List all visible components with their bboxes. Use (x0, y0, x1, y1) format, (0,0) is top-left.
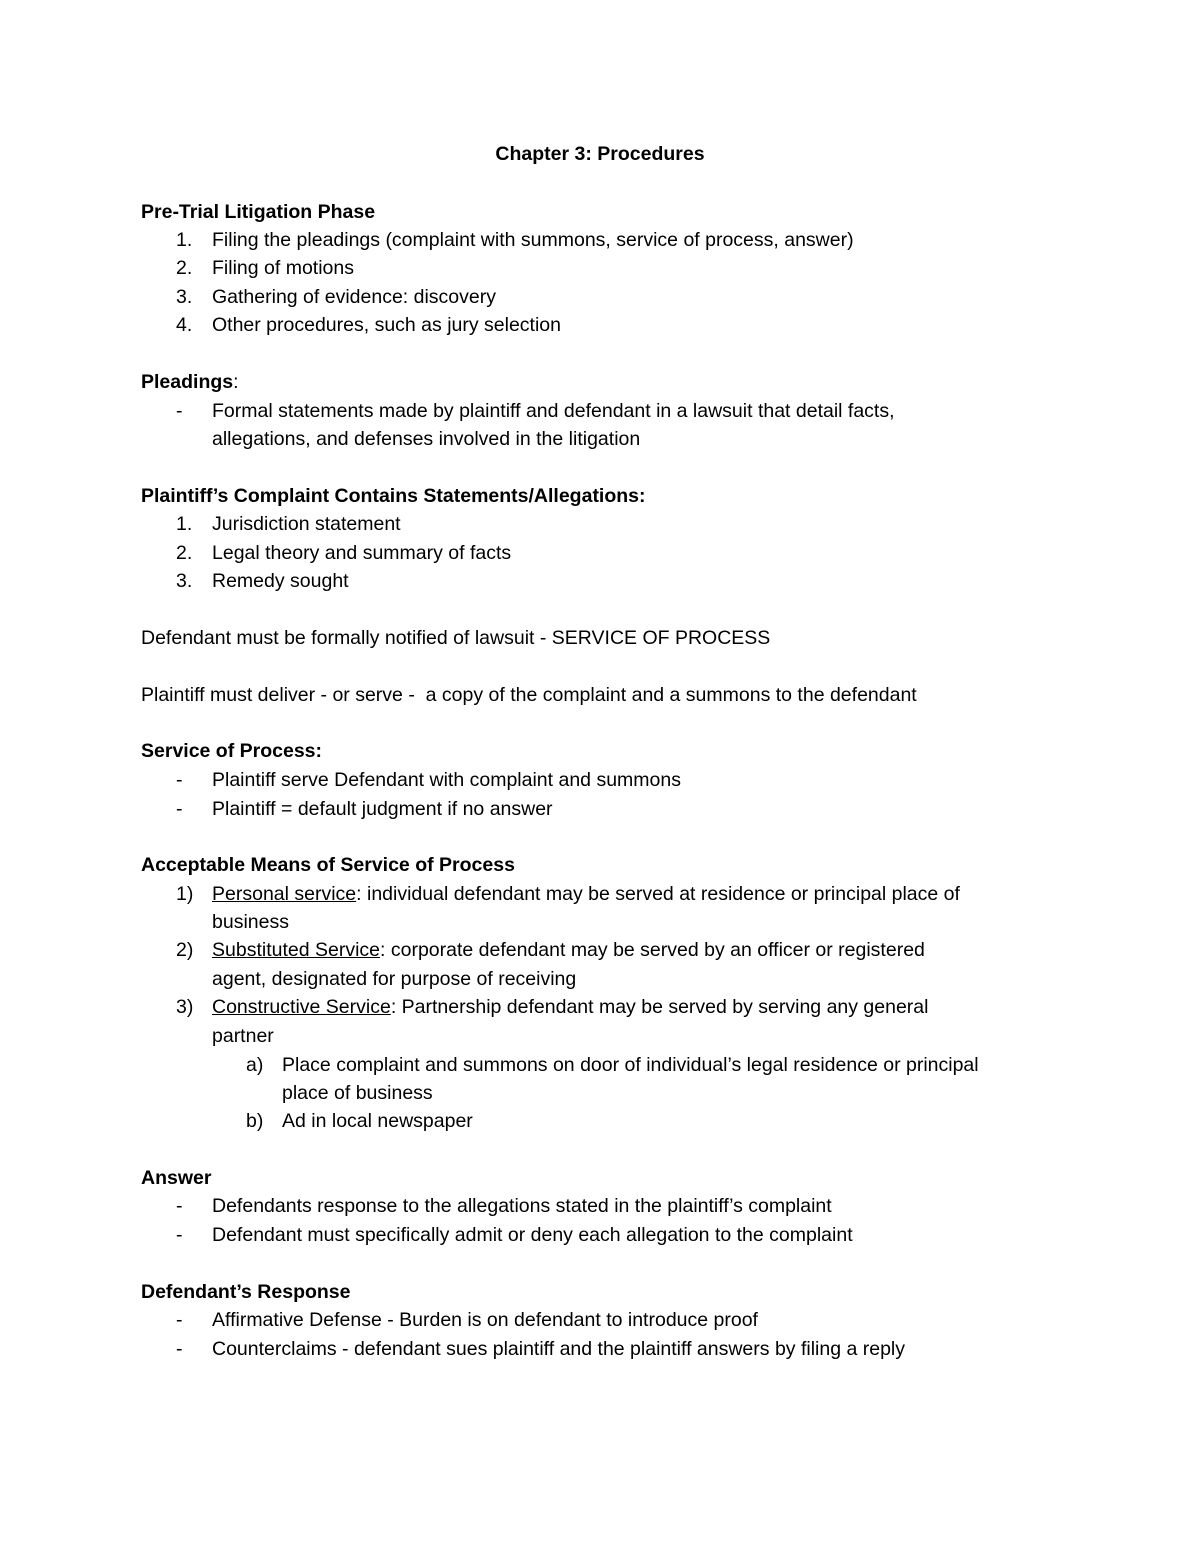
list-marker: 1. (176, 513, 193, 535)
pleadings-colon: : (233, 371, 239, 393)
list-marker: 3. (176, 570, 193, 592)
list-item: Gathering of evidence: discovery (212, 286, 496, 308)
list-item-continuation: allegations, and defenses involved in the litigation (212, 428, 641, 450)
section-heading-pleadings (141, 370, 239, 394)
page-title: Chapter 3: Procedures (495, 143, 705, 165)
list-marker: - (176, 1309, 183, 1331)
sublist-item: Place complaint and summons on door of individual’s legal residence or principal (282, 1054, 979, 1076)
section-heading-complaint: Plaintiff’s Complaint Contains Statements/Allegations: (141, 485, 646, 507)
list-item: Filing the pleadings (complaint with summons, service of process, answer) (212, 229, 854, 251)
list-item: Formal statements made by plaintiff and defendant in a lawsuit that detail facts, (212, 400, 895, 422)
term-underlined: Constructive Service (212, 996, 391, 1018)
list-marker: - (176, 400, 183, 422)
sublist-item-continuation: place of business (282, 1082, 433, 1104)
list-marker: 4. (176, 314, 193, 336)
list-marker: - (176, 1195, 183, 1217)
list-marker: 2. (176, 542, 193, 564)
section-heading-service: Service of Process: (141, 740, 323, 762)
list-item: Legal theory and summary of facts (212, 542, 512, 564)
list-item-continuation: agent, designated for purpose of receiving (212, 968, 577, 990)
list-item: Plaintiff serve Defendant with complaint and summons (212, 769, 681, 791)
paragraph-service-notice: Defendant must be formally notified of lawsuit - SERVICE OF PROCESS (141, 627, 771, 649)
pleadings-label: Pleadings (141, 371, 234, 393)
section-heading-response: Defendant’s Response (141, 1281, 351, 1303)
list-item: Defendant must specifically admit or deny each allegation to the complaint (212, 1224, 853, 1246)
term-description: : individual defendant may be served at residence or principal place of (356, 883, 960, 905)
list-item (212, 938, 925, 962)
list-item-continuation: partner (212, 1025, 274, 1047)
sublist-marker: b) (246, 1110, 264, 1132)
list-marker: - (176, 769, 183, 791)
list-marker: 1. (176, 229, 193, 251)
list-marker: - (176, 798, 183, 820)
list-item: Counterclaims - defendant sues plaintiff and the plaintiff answers by filing a reply (212, 1338, 906, 1360)
section-heading-pretrial: Pre-Trial Litigation Phase (141, 201, 376, 223)
list-item: Defendants response to the allegations stated in the plaintiff’s complaint (212, 1195, 832, 1217)
term-underlined: Personal service (212, 883, 357, 905)
sublist-item: Ad in local newspaper (282, 1110, 473, 1132)
list-marker: 2. (176, 257, 193, 279)
paragraph-plaintiff-deliver: Plaintiff must deliver - or serve - a copy of the complaint and a summons to the defendant (141, 684, 917, 706)
term-underlined: Substituted Service (212, 939, 381, 961)
list-marker: 1) (176, 883, 194, 905)
term-description: : Partnership defendant may be served by serving any general (390, 996, 929, 1018)
list-item: Other procedures, such as jury selection (212, 314, 562, 336)
list-item (212, 882, 960, 906)
sublist-marker: a) (246, 1054, 264, 1076)
list-marker: - (176, 1338, 183, 1360)
term-description: : corporate defendant may be served by an officer or registered (380, 939, 925, 961)
list-item: Plaintiff = default judgment if no answer (212, 798, 553, 820)
list-marker: 2) (176, 939, 194, 961)
list-marker: - (176, 1224, 183, 1246)
list-item: Remedy sought (212, 570, 349, 592)
list-item: Filing of motions (212, 257, 354, 279)
section-heading-means: Acceptable Means of Service of Process (141, 854, 515, 876)
list-marker: 3) (176, 996, 194, 1018)
list-marker: 3. (176, 286, 193, 308)
section-heading-answer: Answer (141, 1167, 212, 1189)
list-item-continuation: business (212, 911, 289, 933)
list-item (212, 995, 928, 1019)
list-item: Affirmative Defense - Burden is on defendant to introduce proof (212, 1309, 758, 1331)
list-item: Jurisdiction statement (212, 513, 401, 535)
